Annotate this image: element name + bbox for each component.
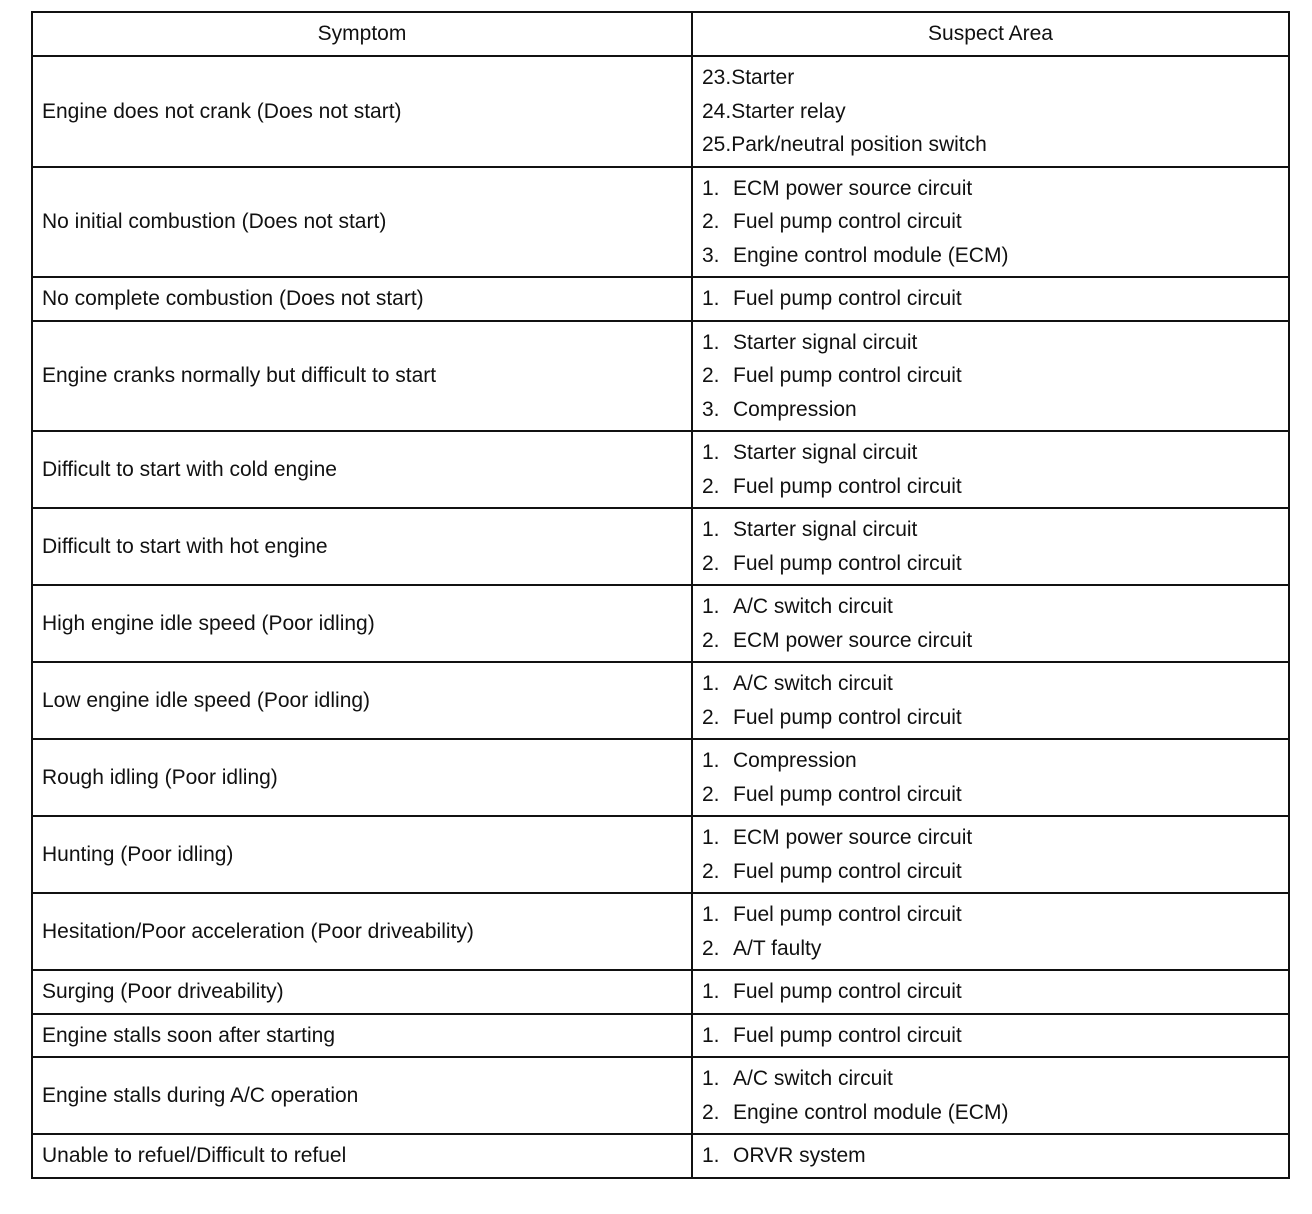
suspect-area-item — [702, 744, 1279, 778]
suspect-area-item — [702, 821, 1279, 855]
item-text: Engine control module (ECM) — [733, 243, 1009, 267]
item-text: ECM power source circuit — [733, 628, 973, 652]
item-text: Starter signal circuit — [733, 441, 918, 464]
item-number: 2. — [702, 936, 720, 960]
item-text: Fuel pump control circuit — [733, 287, 962, 310]
item-text: ECM power source circuit — [733, 826, 973, 849]
suspect-area-cell — [692, 56, 1289, 167]
suspect-area-cell — [692, 167, 1289, 278]
item-number: 1. — [702, 1023, 720, 1047]
suspect-area-item — [702, 282, 1279, 316]
item-number: 2. — [702, 551, 720, 575]
item-number: 1. — [702, 518, 720, 541]
item-text: A/C switch circuit — [733, 1067, 893, 1090]
suspect-area-cell — [692, 1134, 1289, 1178]
table-row — [32, 508, 1289, 585]
item-number: 1. — [702, 176, 720, 200]
item-number: 1. — [702, 749, 720, 772]
symptom-cell: No complete combustion (Does not start) — [32, 277, 692, 321]
item-number: 2. — [702, 474, 720, 498]
item-text: Fuel pump control circuit — [733, 364, 962, 387]
item-number: 1. — [702, 826, 720, 849]
item-number: 2. — [702, 628, 720, 652]
item-text: Compression — [733, 749, 857, 772]
suspect-area-item — [702, 95, 1279, 129]
suspect-area-item — [702, 239, 1279, 273]
item-number: 3. — [702, 397, 720, 421]
table-row — [32, 167, 1289, 278]
suspect-area-cell — [692, 508, 1289, 585]
symptom-cell: Engine stalls soon after starting — [32, 1014, 692, 1058]
suspect-area-item — [702, 436, 1279, 470]
suspect-area-item — [702, 1019, 1279, 1053]
table-row — [32, 1014, 1289, 1058]
item-number: 1. — [702, 330, 720, 354]
suspect-area-item — [702, 128, 1279, 162]
item-text: Fuel pump control circuit — [733, 474, 962, 498]
suspect-area-item — [702, 326, 1279, 360]
item-number: 1. — [702, 903, 720, 926]
item-text: A/C switch circuit — [733, 672, 893, 695]
item-number: 2. — [702, 1100, 720, 1124]
item-number: 2. — [702, 705, 720, 729]
suspect-area-item — [702, 1139, 1279, 1173]
symptom-cell: Hesitation/Poor acceleration (Poor driveability) — [32, 893, 692, 970]
suspect-area-cell — [692, 893, 1289, 970]
suspect-area-item — [702, 513, 1279, 547]
item-number: 24. — [702, 99, 732, 123]
suspect-area-item — [702, 393, 1279, 427]
problem-symptoms-table — [31, 11, 1290, 1179]
suspect-area-cell — [692, 321, 1289, 432]
item-number: 1. — [702, 980, 720, 1003]
symptom-cell: Unable to refuel/Difficult to refuel — [32, 1134, 692, 1178]
item-number: 23. — [702, 66, 732, 89]
item-text: Fuel pump control circuit — [733, 705, 962, 729]
suspect-area-item — [702, 61, 1279, 95]
symptom-cell: Low engine idle speed (Poor idling) — [32, 662, 692, 739]
table-row — [32, 739, 1289, 816]
symptom-cell: Engine does not crank (Does not start) — [32, 56, 692, 167]
item-number: 2. — [702, 859, 720, 883]
suspect-area-item — [702, 667, 1279, 701]
item-number: 1. — [702, 287, 720, 310]
suspect-area-item — [702, 932, 1279, 966]
suspect-area-item — [702, 590, 1279, 624]
suspect-area-item — [702, 470, 1279, 504]
item-text: Fuel pump control circuit — [733, 210, 962, 233]
suspect-area-item — [702, 778, 1279, 812]
suspect-area-cell — [692, 739, 1289, 816]
suspect-area-item — [702, 172, 1279, 206]
item-text: A/T faulty — [733, 936, 822, 960]
item-text: Fuel pump control circuit — [733, 903, 962, 926]
suspect-area-cell — [692, 816, 1289, 893]
item-number: 2. — [702, 364, 720, 387]
symptom-cell: High engine idle speed (Poor idling) — [32, 585, 692, 662]
suspect-area-item — [702, 359, 1279, 393]
suspect-area-item — [702, 898, 1279, 932]
suspect-area-item — [702, 855, 1279, 889]
table-header-row — [32, 12, 1289, 56]
table-row — [32, 662, 1289, 739]
table-row — [32, 585, 1289, 662]
symptom-cell: No initial combustion (Does not start) — [32, 167, 692, 278]
item-text: Starter signal circuit — [733, 518, 918, 541]
item-number: 2. — [702, 782, 720, 806]
suspect-area-item — [702, 975, 1279, 1009]
suspect-area-item — [702, 205, 1279, 239]
item-text: ECM power source circuit — [733, 176, 973, 200]
table-row — [32, 1057, 1289, 1134]
item-number: 1. — [702, 672, 720, 695]
item-number: 3. — [702, 243, 720, 267]
item-text: Starter — [731, 66, 795, 89]
table-row — [32, 1134, 1289, 1178]
symptom-column-header: Symptom — [32, 12, 692, 56]
item-text: Starter relay — [731, 99, 846, 123]
symptom-cell: Difficult to start with hot engine — [32, 508, 692, 585]
suspect-area-item — [702, 1062, 1279, 1096]
item-number: 1. — [702, 1144, 720, 1167]
suspect-area-item — [702, 701, 1279, 735]
item-text: ORVR system — [733, 1144, 866, 1167]
item-text: Fuel pump control circuit — [733, 1023, 962, 1047]
item-text: Engine control module (ECM) — [733, 1100, 1009, 1124]
symptom-cell: Rough idling (Poor idling) — [32, 739, 692, 816]
table-row — [32, 893, 1289, 970]
item-number: 25. — [702, 133, 732, 156]
table-row — [32, 277, 1289, 321]
suspect-area-column-header: Suspect Area — [692, 12, 1289, 56]
table-row — [32, 431, 1289, 508]
item-text: A/C switch circuit — [733, 595, 893, 618]
table-row — [32, 56, 1289, 167]
symptom-cell: Difficult to start with cold engine — [32, 431, 692, 508]
item-text: Compression — [733, 397, 857, 421]
suspect-area-cell — [692, 277, 1289, 321]
suspect-area-cell — [692, 431, 1289, 508]
suspect-area-cell — [692, 662, 1289, 739]
item-text: Park/neutral position switch — [731, 133, 987, 156]
symptom-cell: Surging (Poor driveability) — [32, 970, 692, 1014]
item-number: 1. — [702, 1067, 720, 1090]
symptom-cell: Engine cranks normally but difficult to start — [32, 321, 692, 432]
item-number: 1. — [702, 595, 720, 618]
suspect-area-cell — [692, 1014, 1289, 1058]
table-row — [32, 816, 1289, 893]
item-text: Fuel pump control circuit — [733, 782, 962, 806]
item-text: Fuel pump control circuit — [733, 551, 962, 575]
item-text: Fuel pump control circuit — [733, 859, 962, 883]
suspect-area-item — [702, 1096, 1279, 1130]
suspect-area-cell — [692, 585, 1289, 662]
suspect-area-item — [702, 547, 1279, 581]
item-number: 2. — [702, 210, 720, 233]
suspect-area-item — [702, 624, 1279, 658]
symptom-cell: Engine stalls during A/C operation — [32, 1057, 692, 1134]
table-row — [32, 321, 1289, 432]
table-body — [32, 56, 1289, 1178]
symptom-cell: Hunting (Poor idling) — [32, 816, 692, 893]
suspect-area-cell — [692, 970, 1289, 1014]
item-number: 1. — [702, 441, 720, 464]
table-row — [32, 970, 1289, 1014]
item-text: Fuel pump control circuit — [733, 980, 962, 1003]
suspect-area-cell — [692, 1057, 1289, 1134]
item-text: Starter signal circuit — [733, 330, 918, 354]
